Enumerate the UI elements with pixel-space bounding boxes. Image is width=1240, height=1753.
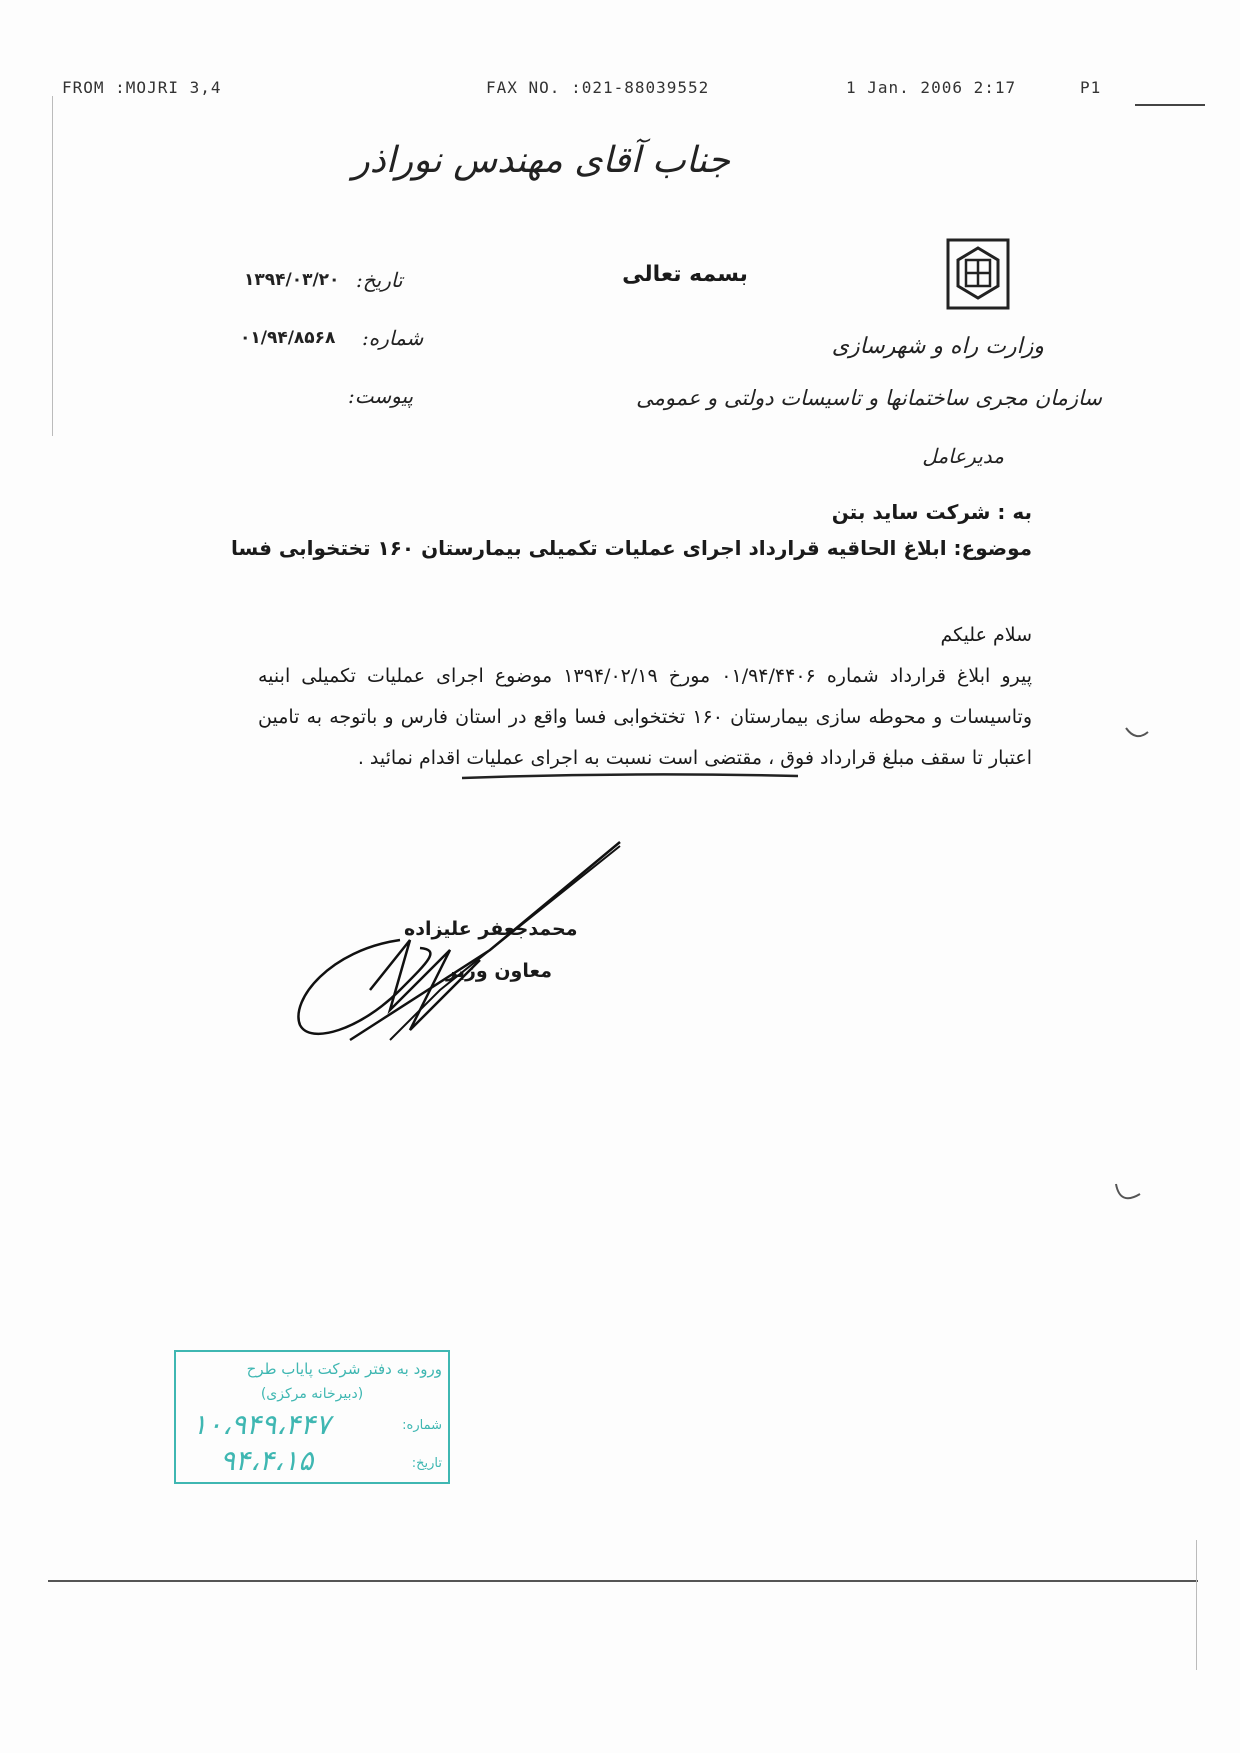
recipient-line: به : شرکت ساید بتن <box>831 500 1032 524</box>
subject-line: موضوع: ابلاغ الحاقیه قرارداد اجرای عملیات تکمیلی بیمارستان ۱۶۰ تختخوابی فسا <box>230 536 1032 560</box>
letter-body: پیرو ابلاغ قرارداد شماره ۰۱/۹۴/۴۴۰۶ مورخ ۱۳۹۴/۰۲/۱۹ موضوع اجرای عملیات تکمیلی ابنیه وتاسیسات و محوطه سازی بیمارستان ۱۶۰ تختخوابی فسا واقع در استان فارس و باتوجه به تامین اعتبار تا سقف مبلغ قرارداد فوق ، مقتضی است نسبت به اجرای عملیات اقدام نمائید . <box>258 665 1033 769</box>
fax-number: FAX NO. :021-88039552 <box>486 78 710 97</box>
date-value: ۱۳۹۴/۰۳/۲۰ <box>244 270 340 290</box>
stamp-date-value: ۹۴،۴،۱۵ <box>220 1444 314 1477</box>
right-margin-line <box>1196 1540 1197 1670</box>
ministry-logo-icon <box>946 238 1010 310</box>
header-rule <box>1135 104 1205 106</box>
number-value: ۰۱/۹۴/۸۵۶۸ <box>240 328 336 348</box>
stamp-date-label: تاریخ: <box>411 1456 442 1471</box>
handwritten-note: جناب آقای مهندس نوراذر <box>352 140 730 181</box>
margin-mark <box>1110 1176 1146 1210</box>
stamp-number-label: شماره: <box>402 1418 442 1433</box>
stamp-title: ورود به دفتر شرکت پایاب طرح <box>246 1360 442 1378</box>
agency-name: سازمان مجری ساختمانها و تاسیسات دولتی و عمومی <box>636 386 1102 410</box>
date-label: تاریخ: <box>356 268 403 292</box>
ministry-name: وزارت راه و شهرسازی <box>831 334 1044 359</box>
greeting: سلام علیکم <box>940 624 1032 646</box>
signatory-role: معاون وزیر <box>446 960 552 982</box>
attachment-label: پیوست: <box>348 384 414 408</box>
underline-mark <box>460 770 800 784</box>
ceo-title: مدیرعامل <box>922 444 1004 468</box>
stamp-number-value: ۱۰،۹۴۹،۴۴۷ <box>192 1408 331 1441</box>
basmala-heading: بسمه تعالی <box>622 262 748 287</box>
handwritten-signature <box>290 840 630 1050</box>
number-label: شماره: <box>362 326 424 350</box>
fax-date: 1 Jan. 2006 2:17 <box>846 78 1017 97</box>
fax-page-number: P1 <box>1080 78 1102 97</box>
left-margin-line <box>52 96 53 436</box>
fax-from: FROM :MOJRI 3,4 <box>62 78 222 97</box>
received-stamp <box>174 1350 450 1484</box>
stamp-subtitle: (دبیرخانه مرکزی) <box>260 1386 364 1402</box>
footer-rule <box>48 1580 1198 1582</box>
signatory-name: محمدجعفر علیزاده <box>404 918 578 940</box>
margin-mark <box>1122 724 1152 744</box>
